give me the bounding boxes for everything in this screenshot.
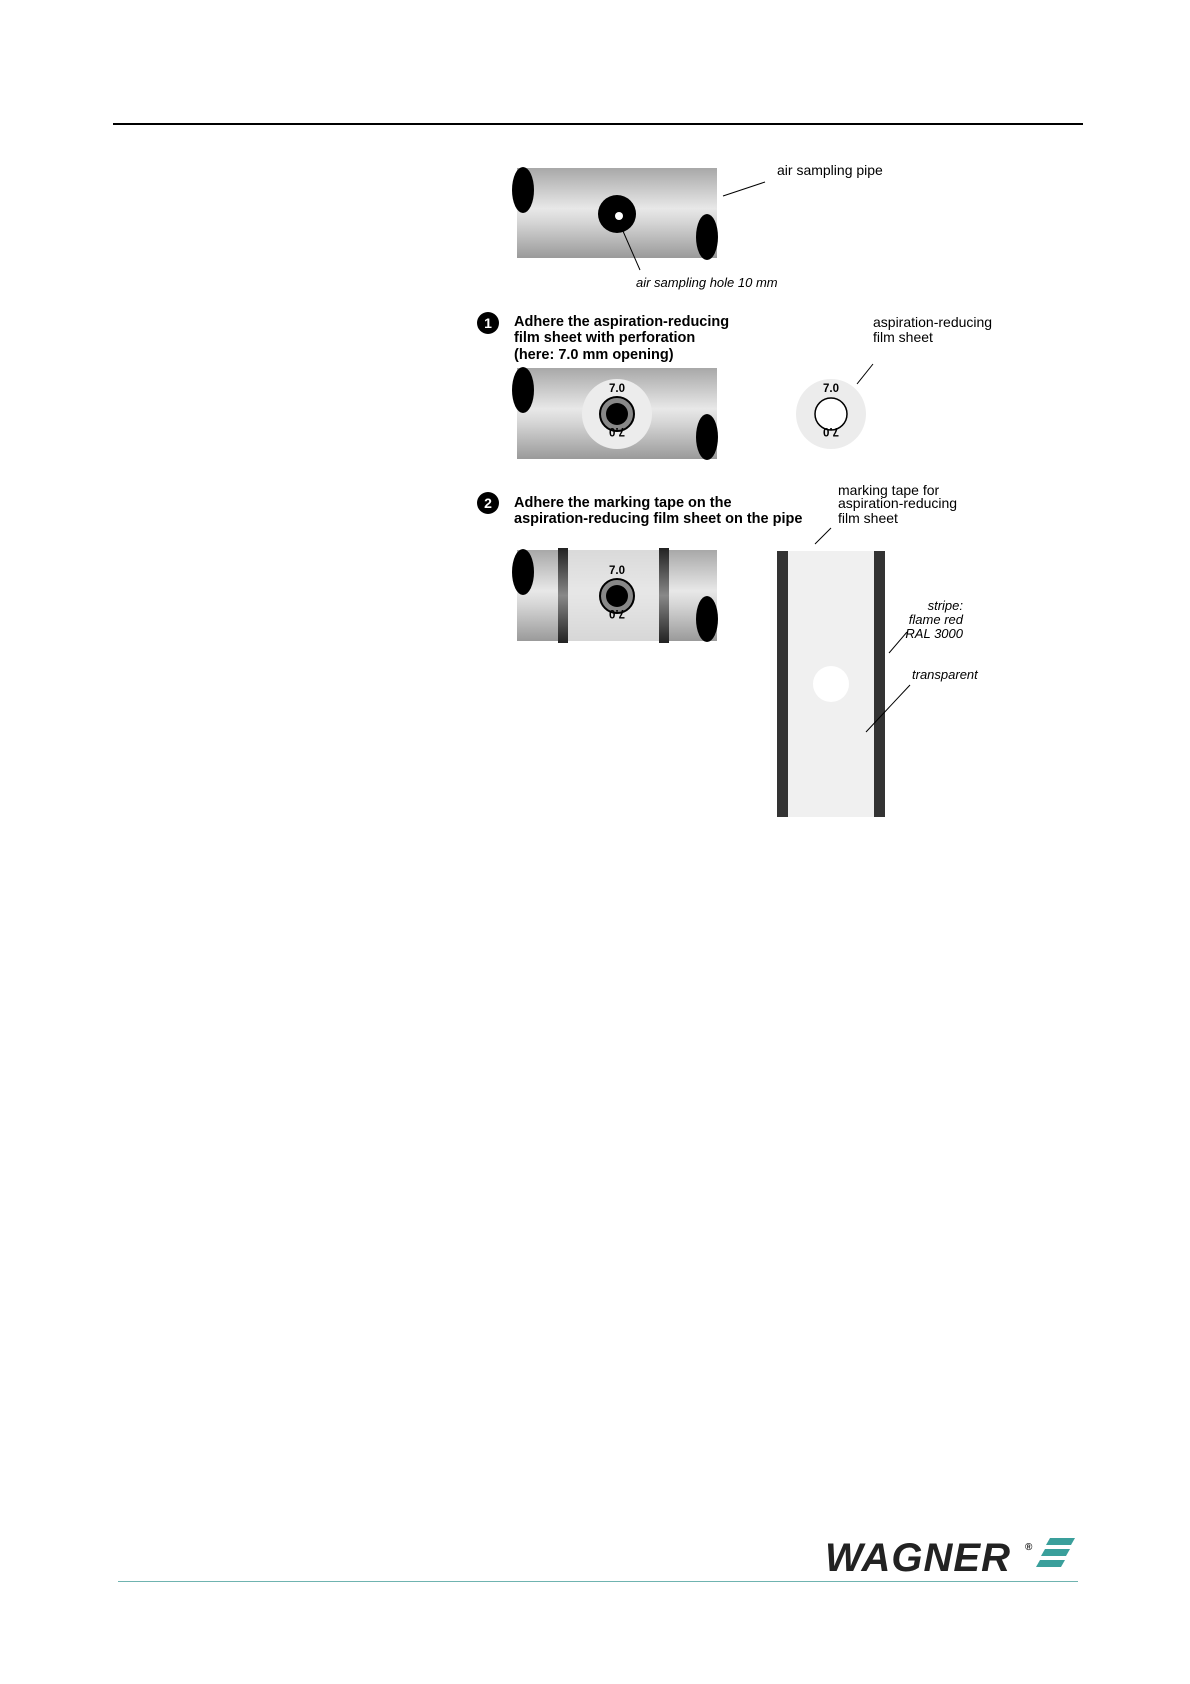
transparent-label: transparent [912, 667, 978, 682]
step-2-badge [477, 492, 499, 514]
marking-tape-label-line3: film sheet [838, 510, 898, 526]
step-1-number: 1 [484, 315, 492, 331]
step-1-title-line1: Adhere the aspiration-reducing [514, 314, 730, 330]
hole-highlight [615, 212, 623, 220]
step-1-title-line3: (here: 7.0 mm opening) [514, 347, 674, 363]
marking-tape-label-line2: aspiration-reducing [838, 495, 958, 511]
film-opening-label-bottom: 7.0 [609, 607, 625, 619]
film-sheet-standalone [796, 379, 866, 449]
pipe-right-end [696, 414, 718, 460]
tape-stripe-left [558, 548, 568, 643]
stripe-label-line1: stripe: [927, 598, 963, 613]
step-1-badge [477, 312, 499, 334]
film-opening-label-top: 7.0 [609, 383, 625, 395]
tape-stripe-right [659, 548, 669, 643]
film-opening [606, 585, 628, 607]
film-opening-label-bottom: 7.0 [609, 425, 625, 437]
step-1-title-line2: film sheet with perforation [514, 330, 696, 346]
wagner-logo [825, 1536, 1075, 1580]
footer-rule [118, 1581, 1078, 1582]
marking-tape-standalone [777, 551, 885, 817]
step-2-number: 2 [484, 495, 492, 511]
pipe-right-end [696, 596, 718, 642]
step-2-title-line2: aspiration-reducing film sheet on the pipe [514, 511, 803, 527]
tape-hole [813, 666, 849, 702]
tape-stripe-right [874, 551, 885, 817]
stripe-label-line3: RAL 3000 [905, 626, 963, 641]
stripe-label-line2: flame red [908, 612, 963, 627]
film-opening-label-top: 7.0 [609, 565, 625, 577]
logo-registered-mark: ® [1025, 1542, 1033, 1553]
film-opening-label-top: 7.0 [823, 383, 839, 395]
air-sampling-hole-label: air sampling hole 10 mm [636, 275, 778, 290]
pipe-left-end [512, 167, 534, 213]
pipe-right-end [696, 214, 718, 260]
film-sheet-label-line2: film sheet [873, 329, 933, 345]
marking-tape-label-line1: marking tape for [838, 482, 940, 498]
step-2-title-line1: Adhere the marking tape on the [514, 495, 732, 511]
film-sheet-label-line1: aspiration-reducing [873, 314, 993, 330]
film-opening-label-bottom: 7.0 [823, 425, 839, 437]
logo-stripes-icon [1036, 1538, 1075, 1567]
pipe-plain [512, 167, 718, 260]
stripe-leader-line [889, 632, 907, 653]
pipe-left-end [512, 549, 534, 595]
film-leader-line [857, 364, 873, 384]
tape-stripe-left [777, 551, 788, 817]
logo-wordmark: WAGNER [825, 1536, 1011, 1580]
pipe-leader-line [723, 182, 765, 196]
tape-leader-line [815, 528, 831, 544]
pipe-left-end [512, 367, 534, 413]
film-opening [606, 403, 628, 425]
pipe-with-film [512, 367, 718, 460]
air-sampling-pipe-label: air sampling pipe [777, 162, 883, 178]
pipe-with-tape [512, 548, 718, 643]
